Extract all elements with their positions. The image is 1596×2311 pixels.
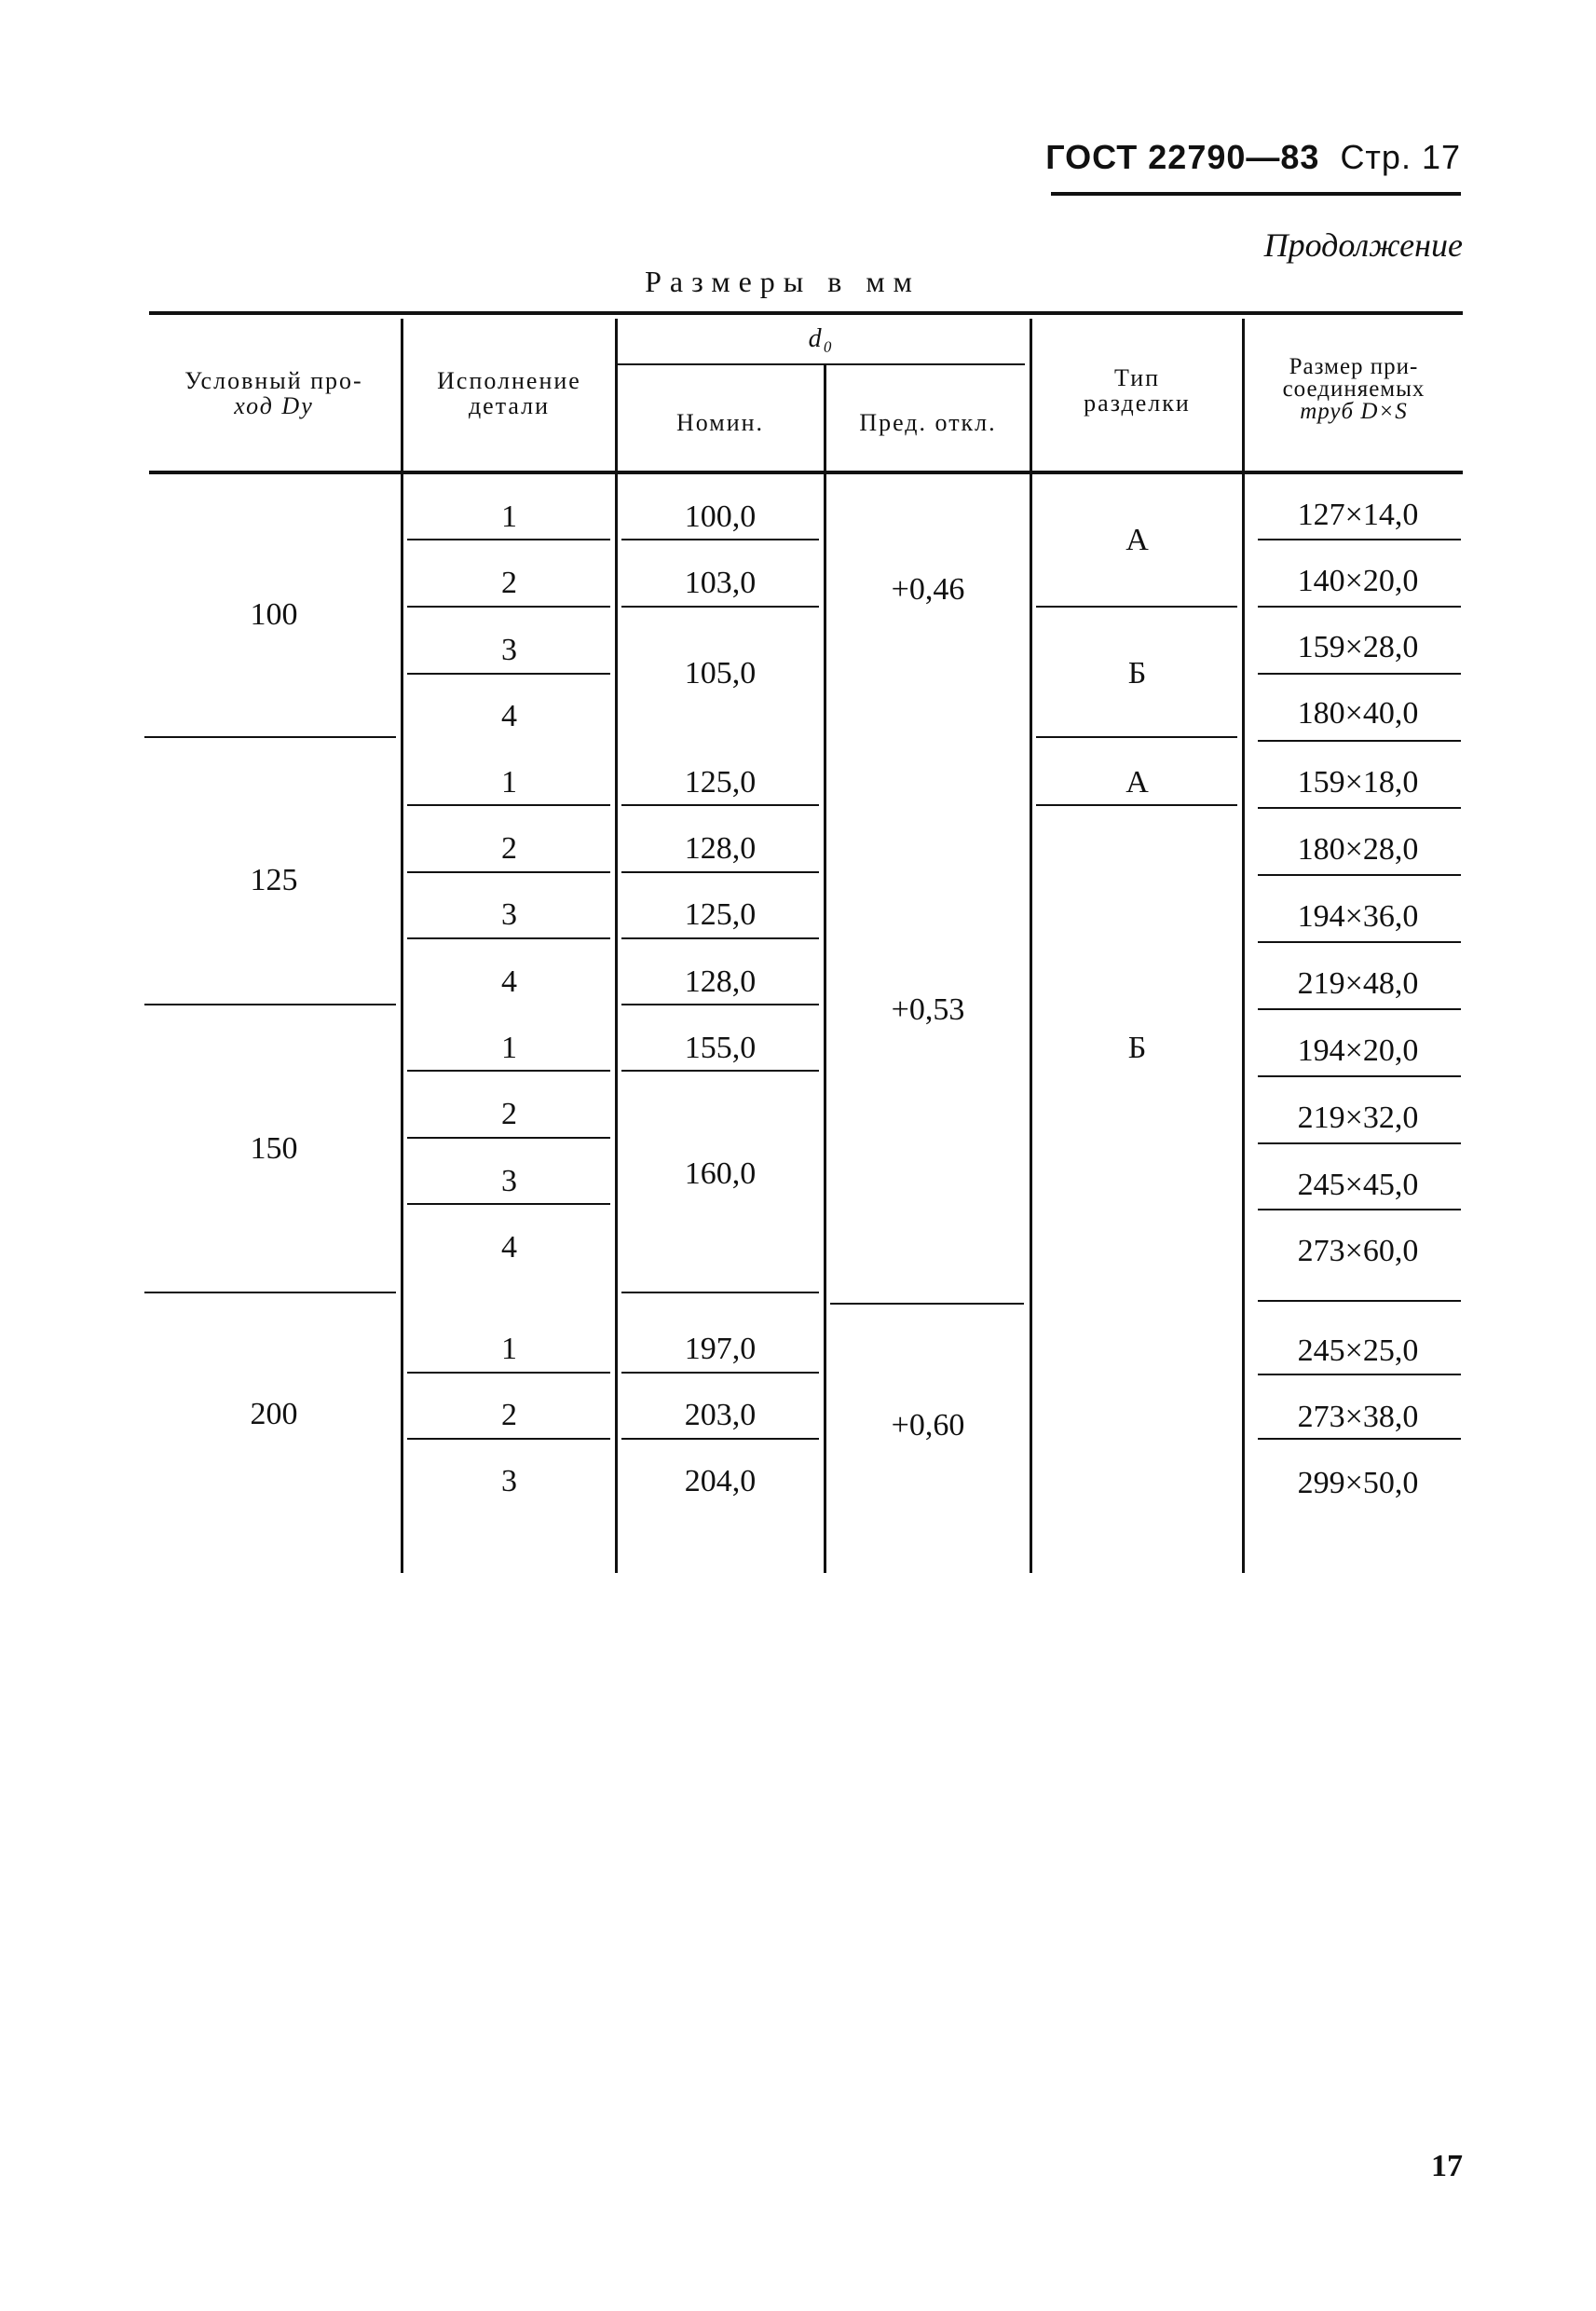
row-rule xyxy=(1258,1209,1461,1210)
tolerance-cell: +0,46 xyxy=(891,572,965,607)
units-caption: Размеры в мм xyxy=(645,265,921,298)
row-rule xyxy=(621,804,819,806)
page-label: Стр. 17 xyxy=(1340,138,1461,176)
version-cell: 3 xyxy=(501,1164,517,1198)
header-bottom-rule xyxy=(149,471,1463,474)
nominal-cell: 125,0 xyxy=(684,897,757,932)
group-rule xyxy=(144,736,396,738)
row-rule xyxy=(407,1203,610,1205)
nominal-cell: 155,0 xyxy=(684,1031,757,1065)
header-dy: Условный про- ход Dу xyxy=(184,367,363,419)
nominal-cell: 160,0 xyxy=(684,1156,757,1191)
row-rule xyxy=(830,1303,1024,1305)
header-version: Исполнение детали xyxy=(437,367,581,419)
header-tolerance: Пред. откл. xyxy=(859,409,997,436)
version-cell: 3 xyxy=(501,633,517,667)
row-rule xyxy=(407,1438,610,1440)
pipe-cell: 194×20,0 xyxy=(1297,1033,1419,1068)
type-cell: А xyxy=(1125,765,1149,800)
header-nominal: Номин. xyxy=(675,409,765,436)
version-cell: 4 xyxy=(501,964,517,999)
pipe-cell: 140×20,0 xyxy=(1297,564,1419,598)
tolerance-cell: +0,60 xyxy=(891,1408,965,1443)
row-rule xyxy=(621,1372,819,1374)
row-rule xyxy=(1036,804,1237,806)
nominal-cell: 105,0 xyxy=(684,656,757,691)
version-cell: 3 xyxy=(501,1464,517,1498)
row-rule xyxy=(621,1004,819,1005)
page-number: 17 xyxy=(1431,2149,1463,2183)
dy-value: 150 xyxy=(250,1131,298,1166)
standard-number: ГОСТ 22790—83 xyxy=(1045,138,1320,176)
nominal-cell: 125,0 xyxy=(684,765,757,800)
row-rule xyxy=(1258,1142,1461,1144)
row-rule xyxy=(1258,807,1461,809)
type-cell: Б xyxy=(1127,1031,1147,1065)
dy-value: 200 xyxy=(250,1397,298,1431)
version-cell: 3 xyxy=(501,897,517,932)
row-rule xyxy=(407,1372,610,1374)
version-cell: 2 xyxy=(501,1097,517,1131)
version-cell: 1 xyxy=(501,1332,517,1366)
type-cell: А xyxy=(1125,523,1149,557)
pipe-cell: 127×14,0 xyxy=(1297,498,1419,532)
continuation-label: Продолжение xyxy=(1263,226,1463,264)
header-type: Тип разделки xyxy=(1084,364,1191,417)
version-cell: 2 xyxy=(501,1398,517,1432)
row-rule xyxy=(621,606,819,608)
header-pipe: Размер при- соединяемых труб D×S xyxy=(1282,354,1425,424)
row-rule xyxy=(1258,1008,1461,1010)
version-cell: 2 xyxy=(501,566,517,600)
pipe-cell: 159×18,0 xyxy=(1297,765,1419,800)
d0-split-rule xyxy=(618,363,1025,365)
pipe-cell: 219×48,0 xyxy=(1297,966,1419,1001)
pipe-cell: 180×28,0 xyxy=(1297,832,1419,867)
pipe-cell: 159×28,0 xyxy=(1297,630,1419,664)
row-rule xyxy=(1258,1300,1461,1302)
row-rule xyxy=(407,1070,610,1072)
row-rule xyxy=(621,937,819,939)
row-rule xyxy=(1258,673,1461,675)
table-top-rule xyxy=(149,311,1463,315)
row-rule xyxy=(1258,1075,1461,1077)
row-rule xyxy=(1258,740,1461,742)
nominal-cell: 203,0 xyxy=(684,1398,757,1432)
row-rule xyxy=(407,539,610,540)
row-rule xyxy=(407,871,610,873)
row-rule xyxy=(407,673,610,675)
row-rule xyxy=(1258,874,1461,876)
version-cell: 1 xyxy=(501,499,517,534)
dy-value: 125 xyxy=(250,863,298,897)
tolerance-cell: +0,53 xyxy=(891,992,965,1027)
header-d0: d₀ xyxy=(808,324,835,353)
pipe-cell: 245×45,0 xyxy=(1297,1168,1419,1202)
row-rule xyxy=(407,937,610,939)
row-rule xyxy=(1258,1374,1461,1375)
row-rule xyxy=(1258,941,1461,943)
row-rule xyxy=(1036,736,1237,738)
nominal-cell: 128,0 xyxy=(684,964,757,999)
pipe-cell: 219×32,0 xyxy=(1297,1101,1419,1135)
group-rule xyxy=(144,1292,396,1293)
pipe-cell: 273×60,0 xyxy=(1297,1234,1419,1268)
dy-value: 100 xyxy=(250,597,298,632)
row-rule xyxy=(621,1070,819,1072)
row-rule xyxy=(621,871,819,873)
pipe-cell: 273×38,0 xyxy=(1297,1400,1419,1434)
row-rule xyxy=(1258,606,1461,608)
pipe-cell: 245×25,0 xyxy=(1297,1333,1419,1368)
row-rule xyxy=(407,804,610,806)
type-cell: Б xyxy=(1127,656,1147,691)
group-rule xyxy=(144,1004,396,1005)
row-rule xyxy=(621,539,819,540)
nominal-cell: 103,0 xyxy=(684,566,757,600)
column-rule xyxy=(824,365,826,1573)
row-rule xyxy=(407,606,610,608)
version-cell: 4 xyxy=(501,699,517,733)
version-cell: 4 xyxy=(501,1230,517,1265)
version-cell: 1 xyxy=(501,765,517,800)
pipe-cell: 299×50,0 xyxy=(1297,1466,1419,1500)
pipe-cell: 180×40,0 xyxy=(1297,696,1419,731)
version-cell: 2 xyxy=(501,831,517,866)
page-header xyxy=(1045,138,1461,196)
nominal-cell: 204,0 xyxy=(684,1464,757,1498)
nominal-cell: 197,0 xyxy=(684,1332,757,1366)
version-cell: 1 xyxy=(501,1031,517,1065)
row-rule xyxy=(1258,539,1461,540)
row-rule xyxy=(621,1438,819,1440)
row-rule xyxy=(1036,606,1237,608)
row-rule xyxy=(621,1292,819,1293)
pipe-cell: 194×36,0 xyxy=(1297,899,1419,934)
row-rule xyxy=(1258,1438,1461,1440)
column-rule xyxy=(1030,319,1032,1573)
column-rule xyxy=(1242,319,1245,1573)
row-rule xyxy=(407,1137,610,1139)
nominal-cell: 100,0 xyxy=(684,499,757,534)
nominal-cell: 128,0 xyxy=(684,831,757,866)
